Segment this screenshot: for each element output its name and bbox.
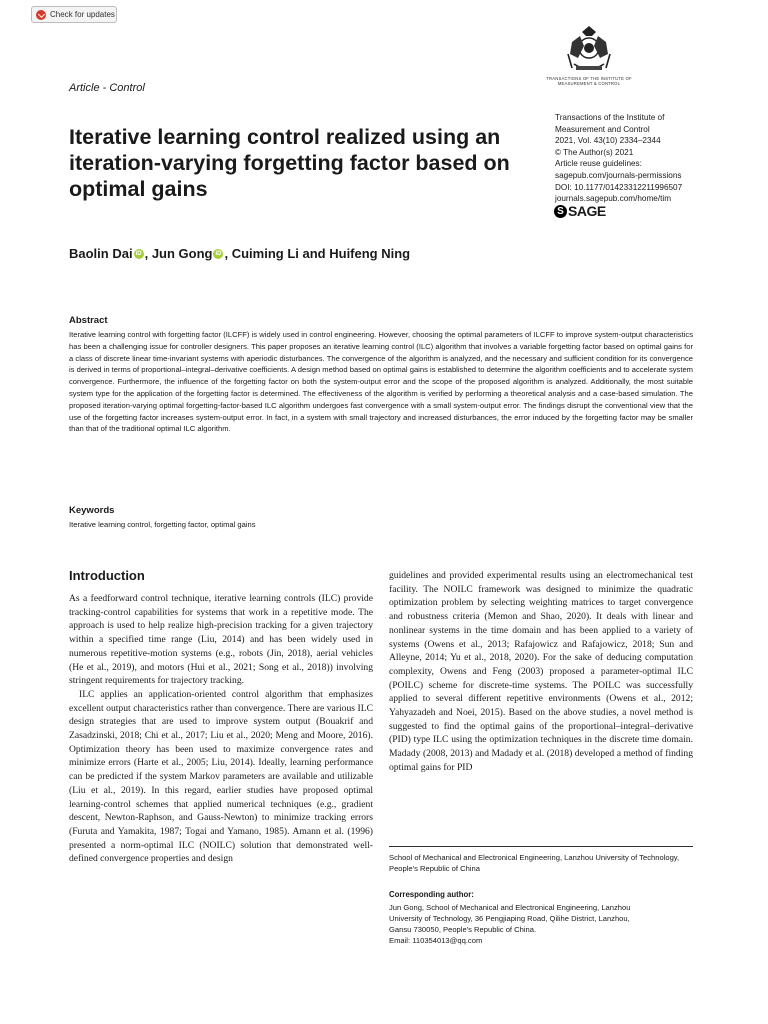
corresponding-author-email[interactable]: Email: 110354013@qq.com (389, 936, 483, 945)
journal-info-line: Measurement and Control (555, 124, 650, 134)
abstract-text: Iterative learning control with forgetting factor (ILCFF) is widely used in control engineering. However, choosing the optimal parameters of ILCFF to improve system-output characteristics has been a challenging issue for controller designers. This paper proposes an iterative learning control (ILC) algorithm that involves a variable forgetting factor based on optimal gains for a class of discrete linear time-invariant systems with aperiodic disturbances. The convergence of the algorithm is analyzed, and the necessary and sufficient condition for its convergence is derived in terms of proportional–integral–derivative coefficients. A design method based on optimal gains is established to determine the algorithm coefficients and to accelerate system convergence. Furthermore, the influence of the forgetting factor on both the system-output error and the scope of the proposed algorithm is analyzed. Additionally, the most suitable system type for the application of the forgetting factor is determined. The effectiveness of the algorithm is verified by performing a theoretical analysis and a case-based simulation. The proposed iteration-varying optimal forgetting-factor-based ILC algorithm undergoes fast convergence with a small system-output error. The findings disrupt the conventional view that the use of the forgetting factor increases system-output error. In fact, in a system with small trajectory and increased disturbances, the error induced by the forgetting factor may be smaller than that of the traditional optimal ILC algorithm. (69, 330, 693, 434)
permissions-link[interactable]: sagepub.com/journals-permissions (555, 170, 682, 180)
corresponding-author-details (389, 902, 693, 946)
abstract-heading: Abstract (69, 315, 108, 326)
keywords-text: Iterative learning control, forgetting factor, optimal gains (69, 520, 256, 529)
doi-link[interactable]: DOI: 10.1177/01423312211996507 (555, 182, 683, 192)
corresponding-author-heading: Corresponding author: (389, 890, 474, 899)
author-name[interactable]: Cuiming Li (231, 246, 299, 261)
author-list (69, 246, 410, 261)
crossmark-icon (36, 10, 46, 20)
author-separator: , (224, 246, 232, 261)
author-separator: , (144, 246, 152, 261)
body-column-left (69, 592, 373, 866)
introduction-heading: Introduction (69, 568, 145, 583)
sage-wordmark: SAGE (568, 203, 606, 219)
corresponding-author-line: Jun Gong, School of Mechanical and Electronical Engineering, Lanzhou (389, 903, 631, 912)
sage-s-icon: S (554, 205, 567, 218)
corresponding-author-line: University of Technology, 36 Pengjiaping Road, Qilihe District, Lanzhou, (389, 914, 630, 923)
journal-info-line: Transactions of the Institute of (555, 113, 665, 122)
sage-logo (554, 203, 606, 219)
journal-info-line: Article reuse guidelines: (555, 159, 642, 169)
check-for-updates-button[interactable] (31, 6, 117, 23)
affiliation-note: School of Mechanical and Electronical Engineering, Lanzhou University of Technology, People's Republic of China (389, 853, 680, 873)
journal-info-line: © The Author(s) 2021 (555, 147, 634, 157)
crest-caption: TRANSACTIONS OF THE INSTITUTE OF MEASUREMENT & CONTROL (546, 76, 632, 86)
body-paragraph: ILC applies an application-oriented control algorithm that emphasizes excellent output characteristics rather than convergence. There are various ILC design strategies that are used to improve system output (Bouakrif and Zasadzinski, 2018; Chi et al., 2017; Liu et al., 2020; Meng and Moore, 2016). Optimization theory has been used to maximize convergence rates and minimize errors (Harte et al., 2005; Liu, 2014). Ideally, learning performance can be predicted if the system Markov parameters are available and utilizable (Liu et al., 2019). In this regard, earlier studies have proposed optimal learning-control schemes that applied numerical techniques (e.g., gradient descent, Newton-Raphson, and Gauss-Newton) to minimize tracking errors (Furuta and Yamakita, 1987; Togai and Yamano, 1985). Amann et al. (1996) presented a norm-optimal ILC (NOILC) solution that demonstrated well-defined convergence properties and design (69, 688, 373, 865)
body-paragraph: As a feedforward control technique, iterative learning controls (ILC) provide tracking-control capabilities for systems that work in a repetitive mode. The approach is used to help realize high-precision tracking for a given trajectory within a specified time range (Liu, 2014) and has been widely used in numerous repetitive-motion systems (e.g., robots (Jin, 2018), aerial vehicles (He et al., 2019), and motors (Hui et al., 2021; Song et al., 2018)) involving stringent requirements for trajectory tracking. (69, 593, 373, 687)
corresponding-author-line: Gansu 730050, People's Republic of China. (389, 925, 537, 934)
orcid-icon[interactable]: iD (135, 250, 142, 257)
orcid-icon[interactable]: iD (215, 250, 222, 257)
footnote-divider (389, 846, 693, 847)
body-column-right: guidelines and provided experimental results using an electromechanical test facility. The NOILC framework was designed to minimize the quadratic optimization problem by selecting weighting matrices to target convergence and robustness criteria (Memon and Shao, 2020). It deals with linear and nonlinear systems in the time domain and has been applied to a variety of systems (Owens et al., 2013; Rafajowicz and Rafajowicz, 2018; Sun and Alleyne, 2014; Yu et al., 2018, 2020). For the sake of deducing computation complexity, Owens and Feng (2003) proposed a parameter-optimal ILC (POILC) scheme for discrete-time systems. The POILC was successfully applied to several different repetitive environments (Owens et al., 2012; Yahyazadeh and Noei, 2015). Based on the above studies, a novel method is suggested to find the optimal gains of the proportional–integral–derivative (PID) type ILC using the optimization techniques in the discrete time domain. Madady (2008, 2013) and Madady et al. (2018) developed a method of finding optimal gains for PID (389, 570, 693, 773)
journal-info (555, 112, 682, 205)
journal-homepage-link[interactable]: journals.sagepub.com/home/tim (555, 194, 672, 204)
author-name[interactable]: Huifeng Ning (329, 246, 411, 261)
article-type: Article - Control (69, 82, 145, 94)
check-for-updates-label: Check for updates (50, 10, 115, 19)
keywords-heading: Keywords (69, 505, 115, 516)
article-title: Iterative learning control realized using an iteration-varying forgetting factor based on optimal gains (69, 125, 510, 201)
author-name[interactable]: Jun Gong (151, 246, 213, 261)
author-name[interactable]: Baolin Dai (69, 246, 133, 261)
journal-info-line: 2021, Vol. 43(10) 2334–2344 (555, 136, 661, 146)
author-separator: and (298, 246, 330, 261)
